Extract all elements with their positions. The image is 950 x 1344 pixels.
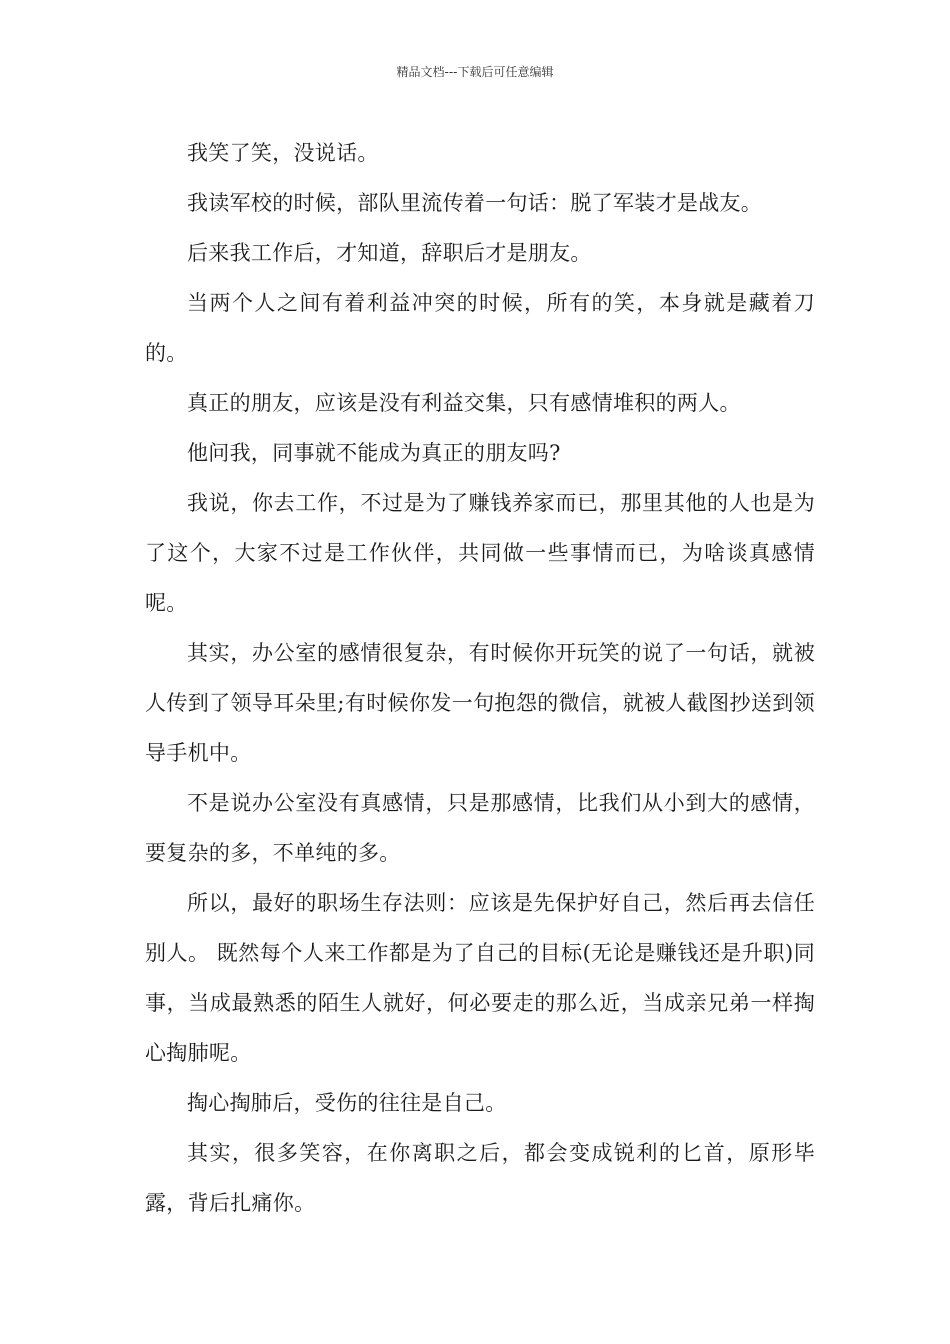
- paragraph: 我读军校的时候，部队里流传着一句话：脱了军装才是战友。: [187, 191, 763, 215]
- paragraph: 不是说办公室没有真感情，只是那感情，比我们从小到大的感情，要复杂的多，不单纯的多。: [145, 791, 815, 865]
- paragraph: 其实，办公室的感情很复杂，有时候你开玩笑的说了一句话，就被人传到了领导耳朵里;有时候你发一句抱怨的微信，就被人截图抄送到领导手机中。: [145, 641, 815, 765]
- paragraph: 我说，你去工作，不过是为了赚钱养家而已，那里其他的人也是为了这个，大家不过是工作伙伴，共同做一些事情而已，为啥谈真感情呢。: [145, 491, 815, 615]
- paragraph: 后来我工作后，才知道，辞职后才是朋友。: [187, 241, 592, 265]
- page-header: 精品文档---下载后可任意编辑: [396, 65, 554, 79]
- paragraph: 我笑了笑，没说话。: [187, 141, 379, 165]
- paragraph: 掏心掏肺后，受伤的往往是自己。: [187, 1091, 507, 1115]
- paragraph: 当两个人之间有着利益冲突的时候，所有的笑，本身就是藏着刀的。: [145, 291, 815, 365]
- document-body: [145, 128, 815, 1228]
- paragraph: 其实，很多笑容，在你离职之后，都会变成锐利的匕首，原形毕露，背后扎痛你。: [145, 1141, 815, 1215]
- paragraph: 真正的朋友，应该是没有利益交集，只有感情堆积的两人。: [187, 391, 741, 415]
- paragraph: 所以，最好的职场生存法则：应该是先保护好自己，然后再去信任别人。 既然每个人来工作都是为了自己的目标(无论是赚钱还是升职)同事，当成最熟悉的陌生人就好，何必要走的那么近，当成亲兄弟一样掏心掏肺呢。: [145, 891, 815, 1065]
- paragraph: 他问我，同事就不能成为真正的朋友吗?: [187, 441, 561, 465]
